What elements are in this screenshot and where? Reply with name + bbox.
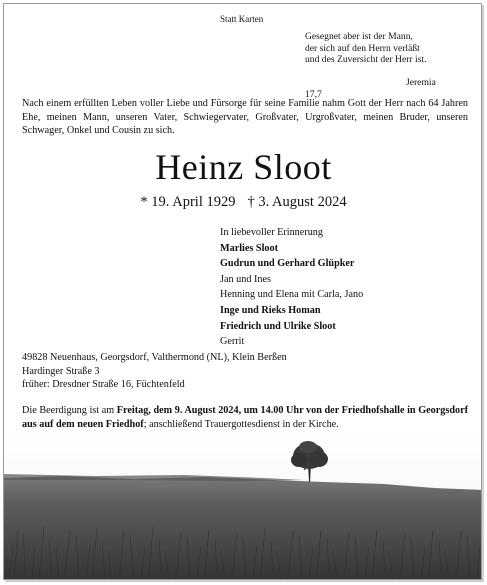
address-line: Hardinger Straße 3 (22, 365, 100, 377)
family-address (22, 351, 287, 392)
address-line: 49828 Neuenhaus, Georgsdorf, Valthermond (NL), Klein Berßen (22, 352, 287, 363)
burial-text-end: ; anschließend Trauergottesdienst in der Kirche. (143, 418, 339, 430)
header-statt-karten: Statt Karten (220, 14, 264, 24)
mourner-line: Gerrit (220, 336, 245, 348)
intro-text: Nach einem erfüllten Leben voller Liebe und Fürsorge für seine Familie nahm Gott der Herr nach 64 Jahren Ehe, meinen Mann, unseren Vater, Schwiegervater, Großvater, Urgroßvater, meinen Bruder, unseren Schwager, Onkel und Cousin zu sich. (22, 98, 468, 137)
mourner-line: Friedrich und Ulrike Sloot (220, 320, 336, 332)
mourners-list (220, 225, 363, 350)
burial-time-place: Freitag, dem 9. August 2024, um 14.00 Uhr von der Friedhofshalle in Georgsdorf aus auf dem neuen Friedhof (22, 405, 469, 430)
mourner-line: Gudrun und Gerhard Glüpker (220, 258, 355, 270)
verse-reference-name: Jeremia (406, 77, 436, 88)
death-date: † 3. August 2024 (247, 194, 347, 210)
address-line: früher: Dresdner Straße 16, Füchtenfeld (22, 379, 185, 391)
obituary-notice (3, 3, 482, 580)
mourner-line: Inge und Rieks Homan (220, 304, 321, 316)
verse-reference-number: 17,7 (305, 89, 322, 100)
verse-line: der sich auf den Herrn verläßt (305, 42, 420, 54)
verse-line: und des Zuversicht der Herr ist. (305, 54, 427, 66)
verse-line: Gesegnet aber ist der Mann, (305, 31, 413, 42)
burial-notice (22, 404, 468, 431)
deceased-name: Heinz Sloot (155, 147, 332, 187)
mourner-line: Henning und Elena mit Carla, Jano (220, 289, 364, 301)
landscape-photo (4, 434, 482, 580)
heath-field (4, 476, 482, 580)
bible-verse (305, 31, 436, 100)
birth-date: * 19. April 1929 (140, 194, 236, 210)
mourner-line: Jan und Ines (220, 273, 271, 285)
life-dates (4, 194, 482, 211)
mourner-line: Marlies Sloot (220, 242, 279, 254)
mourner-line: In liebevoller Erinnerung (220, 227, 323, 238)
burial-text: Die Beerdigung ist am (22, 405, 117, 416)
